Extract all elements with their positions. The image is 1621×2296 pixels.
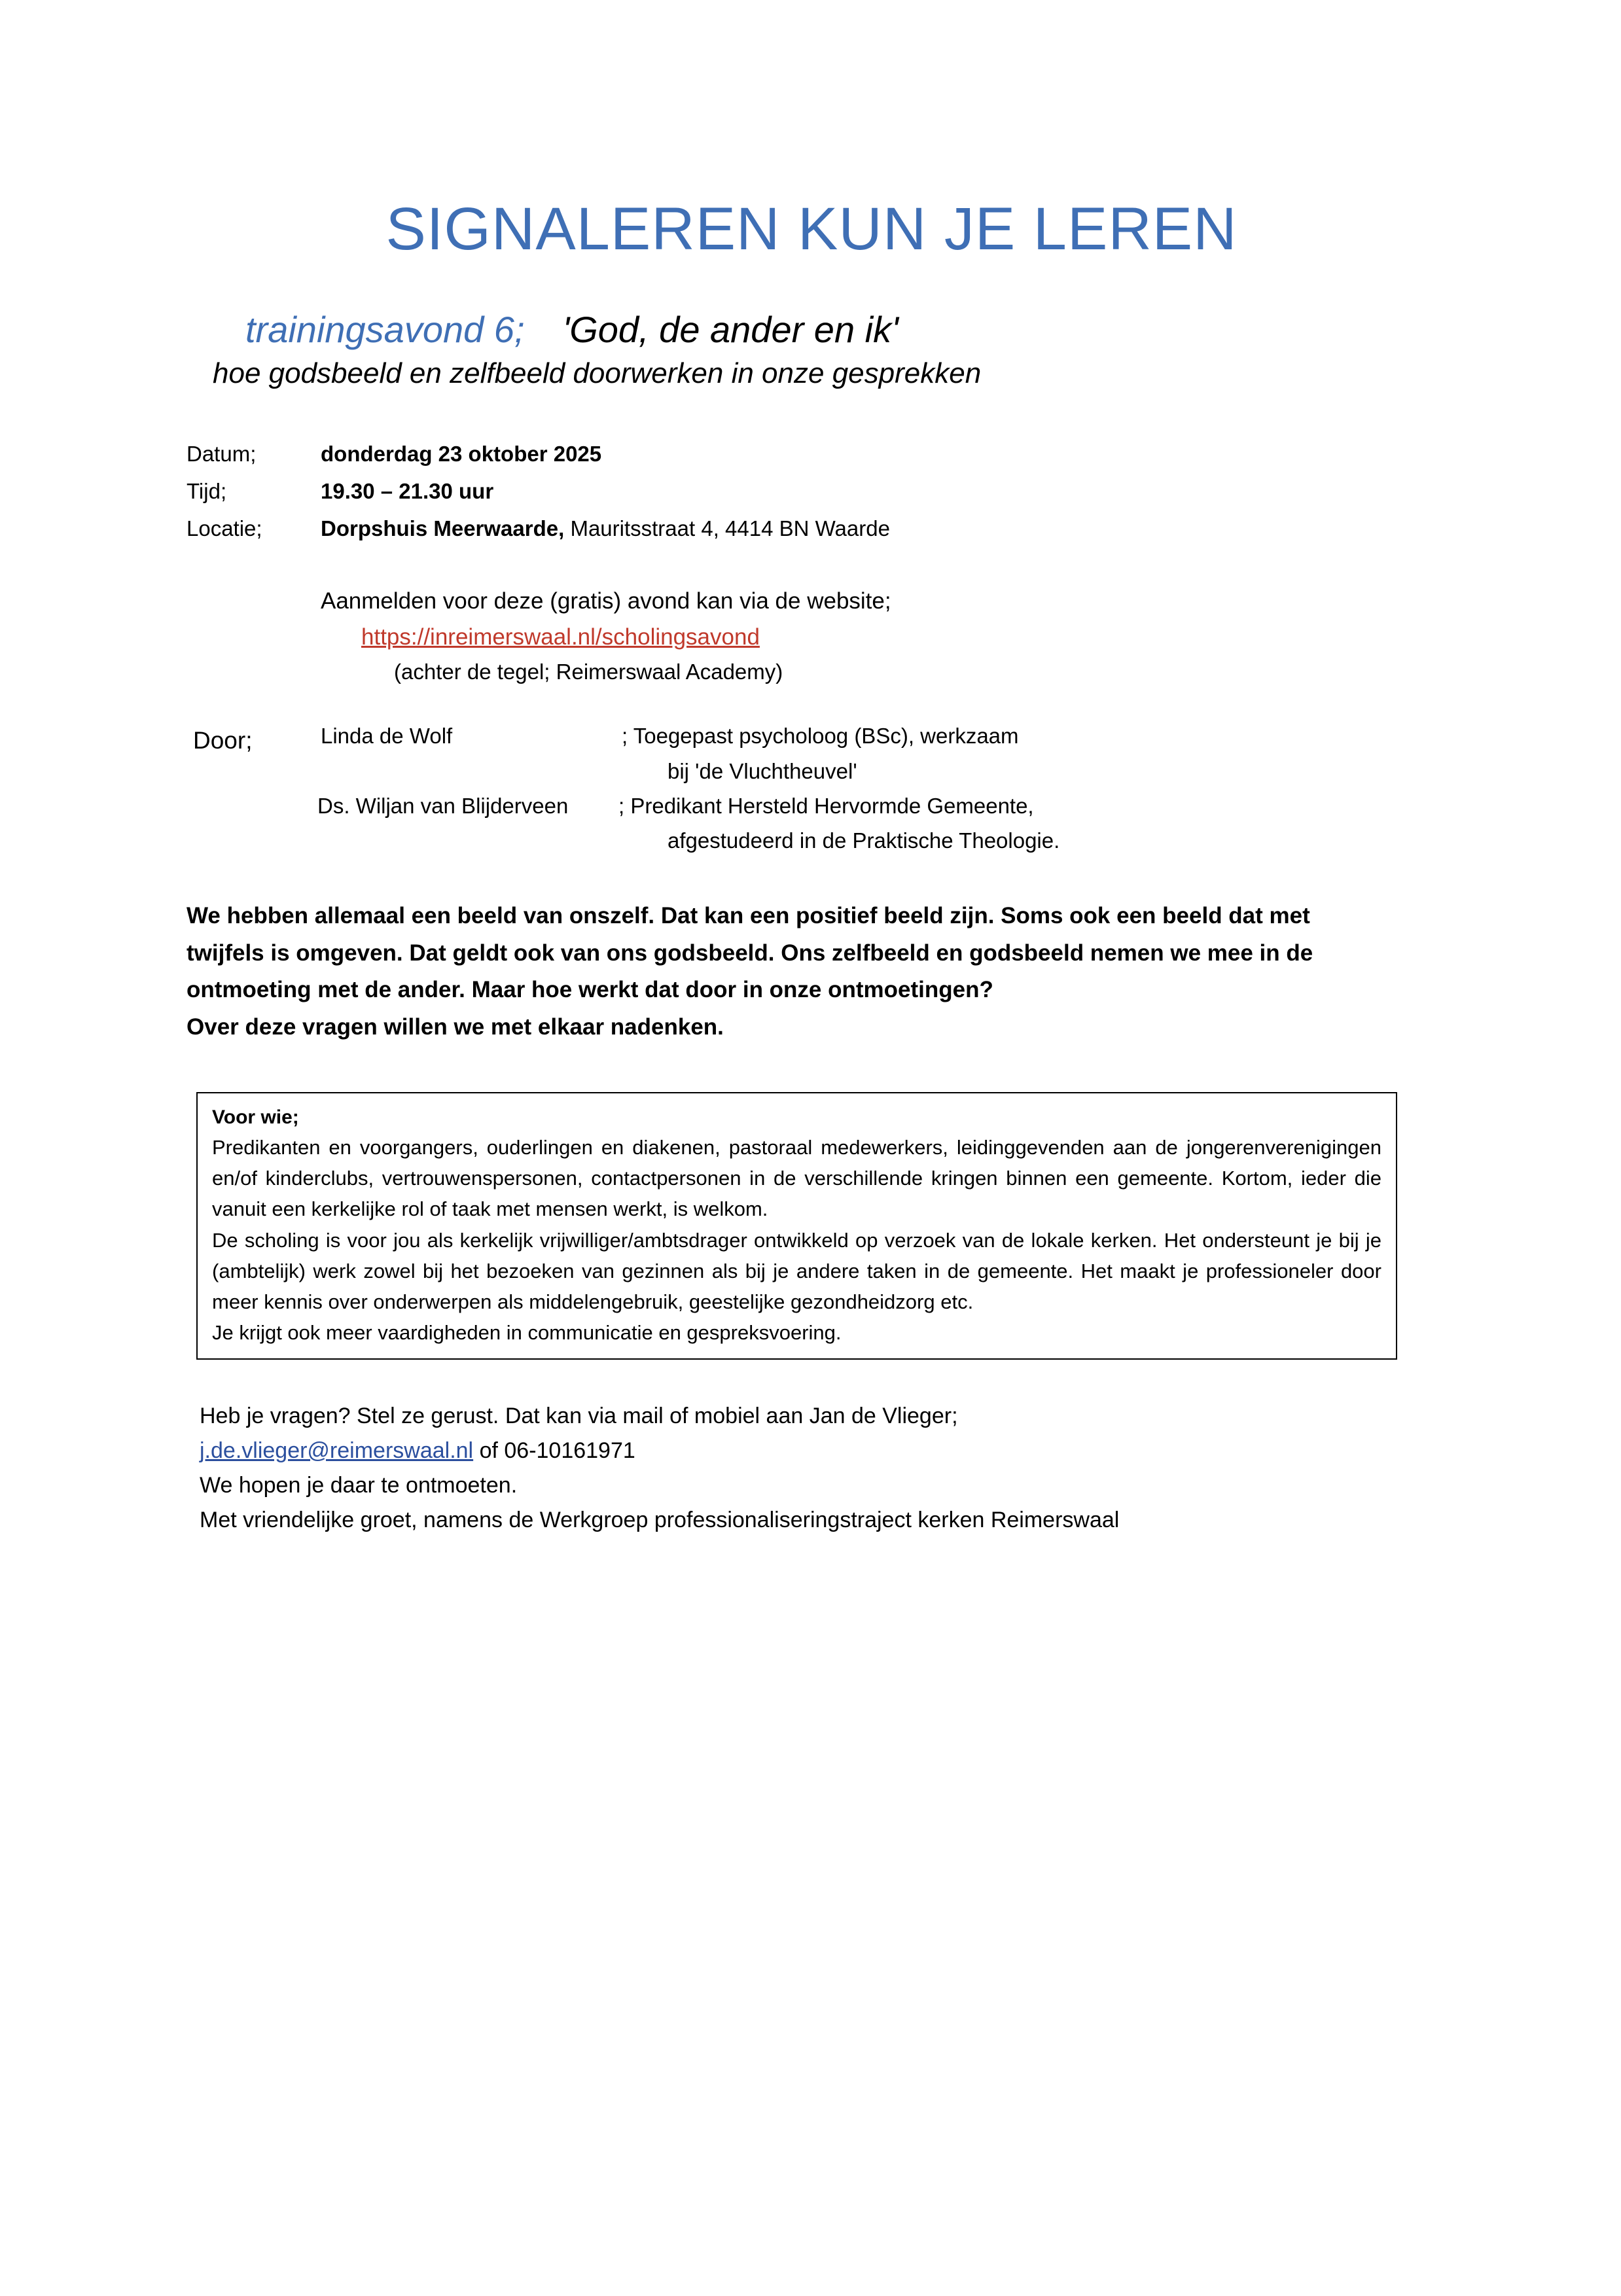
info-value-location [321, 510, 890, 548]
audience-box-p2: De scholing is voor jou als kerkelijk vrijwilliger/ambtsdrager ontwikkeld op verzoek van de lokale kerken. Het ondersteunt je bij je (ambtelijk) werk zowel bij het bezoeken van gezinnen als bij je andere taken in de gemeente. Het maakt je professioneler door meer kennis over onderwerpen als middelengebruik, geestelijke gezondheidzorg etc. [212, 1228, 1381, 1313]
audience-box-heading: Voor wie; [212, 1106, 299, 1128]
presenter-name: Ds. Wiljan van Blijderveen [317, 793, 569, 818]
intro-paragraph-text: We hebben allemaal een beeld van onszelf. Dat kan een positief beeld zijn. Soms ook een beeld dat met twijfels is omgeven. Dat geldt ook van ons godsbeeld. Ons zelfbeeld en godsbeeld nemen we mee in de ontmoeting met de ander. Maar hoe werkt dat door in onze ontmoetingen? [187, 902, 1313, 1003]
audience-box-p1: Predikanten en voorgangers, ouderlingen en diakenen, pastoraal medewerkers, leidinggevenden aan de jongerenverenigingen en/of kinderclubs, vertrouwenspersonen, contactpersonen in de verschillende kringen binnen een gemeente. Kortom, ieder die vanuit een kerkelijke rol of taak met mensen werkt, is welkom. [212, 1136, 1381, 1221]
contact-closing: We hopen je daar te ontmoeten. [200, 1473, 518, 1498]
info-value-location-bold: Dorpshuis Meerwaarde, [321, 516, 565, 540]
info-value-date [321, 436, 601, 473]
document-content [187, 196, 1436, 1538]
presenter-desc-cont: bij 'de Vluchtheuvel' [668, 758, 857, 783]
contact-signature: Met vriendelijke groet, namens de Werkgroep professionaliseringstraject kerken Reimerswaal [200, 1508, 1120, 1533]
presenter-name: Linda de Wolf [321, 724, 453, 749]
info-value-time [321, 473, 493, 510]
presenter-desc: ; Toegepast psycholoog (BSc), werkzaam [622, 724, 1019, 749]
contact-phone: of 06-10161971 [473, 1438, 635, 1464]
contact-mail-row [200, 1434, 1436, 1468]
event-info [187, 436, 1436, 547]
registration-link[interactable]: https://inreimerswaal.nl/scholingsavond [361, 624, 760, 650]
subtitle-session: trainingsavond 6; [245, 309, 525, 351]
presenter-row [317, 788, 1436, 823]
info-row-time [187, 473, 1436, 510]
info-row-date [187, 436, 1436, 473]
contact-email-link[interactable]: j.de.vlieger@reimerswaal.nl [200, 1438, 474, 1464]
subtitle-row [187, 308, 1436, 351]
contact-footer [187, 1399, 1436, 1538]
intro-paragraph-closing: Over deze vragen willen we met elkaar nadenken. [187, 1014, 724, 1040]
info-label-location: Locatie; [187, 516, 262, 540]
info-label-time: Tijd; [187, 478, 227, 503]
presenter-desc: ; Predikant Hersteld Hervormde Gemeente, [618, 793, 1034, 818]
presenters-label: Door; [193, 727, 253, 754]
registration-note: (achter de tegel; Reimerswaal Academy) [394, 659, 783, 684]
info-value-location-rest: Mauritsstraat 4, 4414 BN Waarde [564, 516, 890, 540]
info-label-date: Datum; [187, 442, 257, 467]
audience-box-p3: Je krijgt ook meer vaardigheden in communicatie en gespreksvoering. [212, 1320, 842, 1344]
registration-block [187, 584, 1436, 688]
subtitle-description: hoe godsbeeld en zelfbeeld doorwerken in onze gesprekken [213, 357, 982, 390]
presenters-block [187, 718, 1436, 858]
page-title: SIGNALEREN KUN JE LEREN [385, 196, 1238, 262]
intro-paragraph [187, 898, 1384, 1046]
contact-question: Heb je vragen? Stel ze gerust. Dat kan via mail of mobiel aan Jan de Vlieger; [200, 1404, 958, 1428]
audience-box [196, 1092, 1397, 1360]
info-row-location [187, 510, 1436, 548]
subtitle-theme: 'God, de ander en ik' [562, 309, 899, 351]
registration-line: Aanmelden voor deze (gratis) avond kan via de website; [321, 588, 891, 614]
info-value-date-bold: donderdag 23 oktober 2025 [321, 442, 602, 467]
info-value-time-bold: 19.30 – 21.30 uur [321, 478, 494, 503]
presenters-list [187, 718, 1436, 858]
presenter-desc-cont: afgestudeerd in de Praktische Theologie. [668, 828, 1060, 853]
presenter-row [321, 718, 1436, 753]
